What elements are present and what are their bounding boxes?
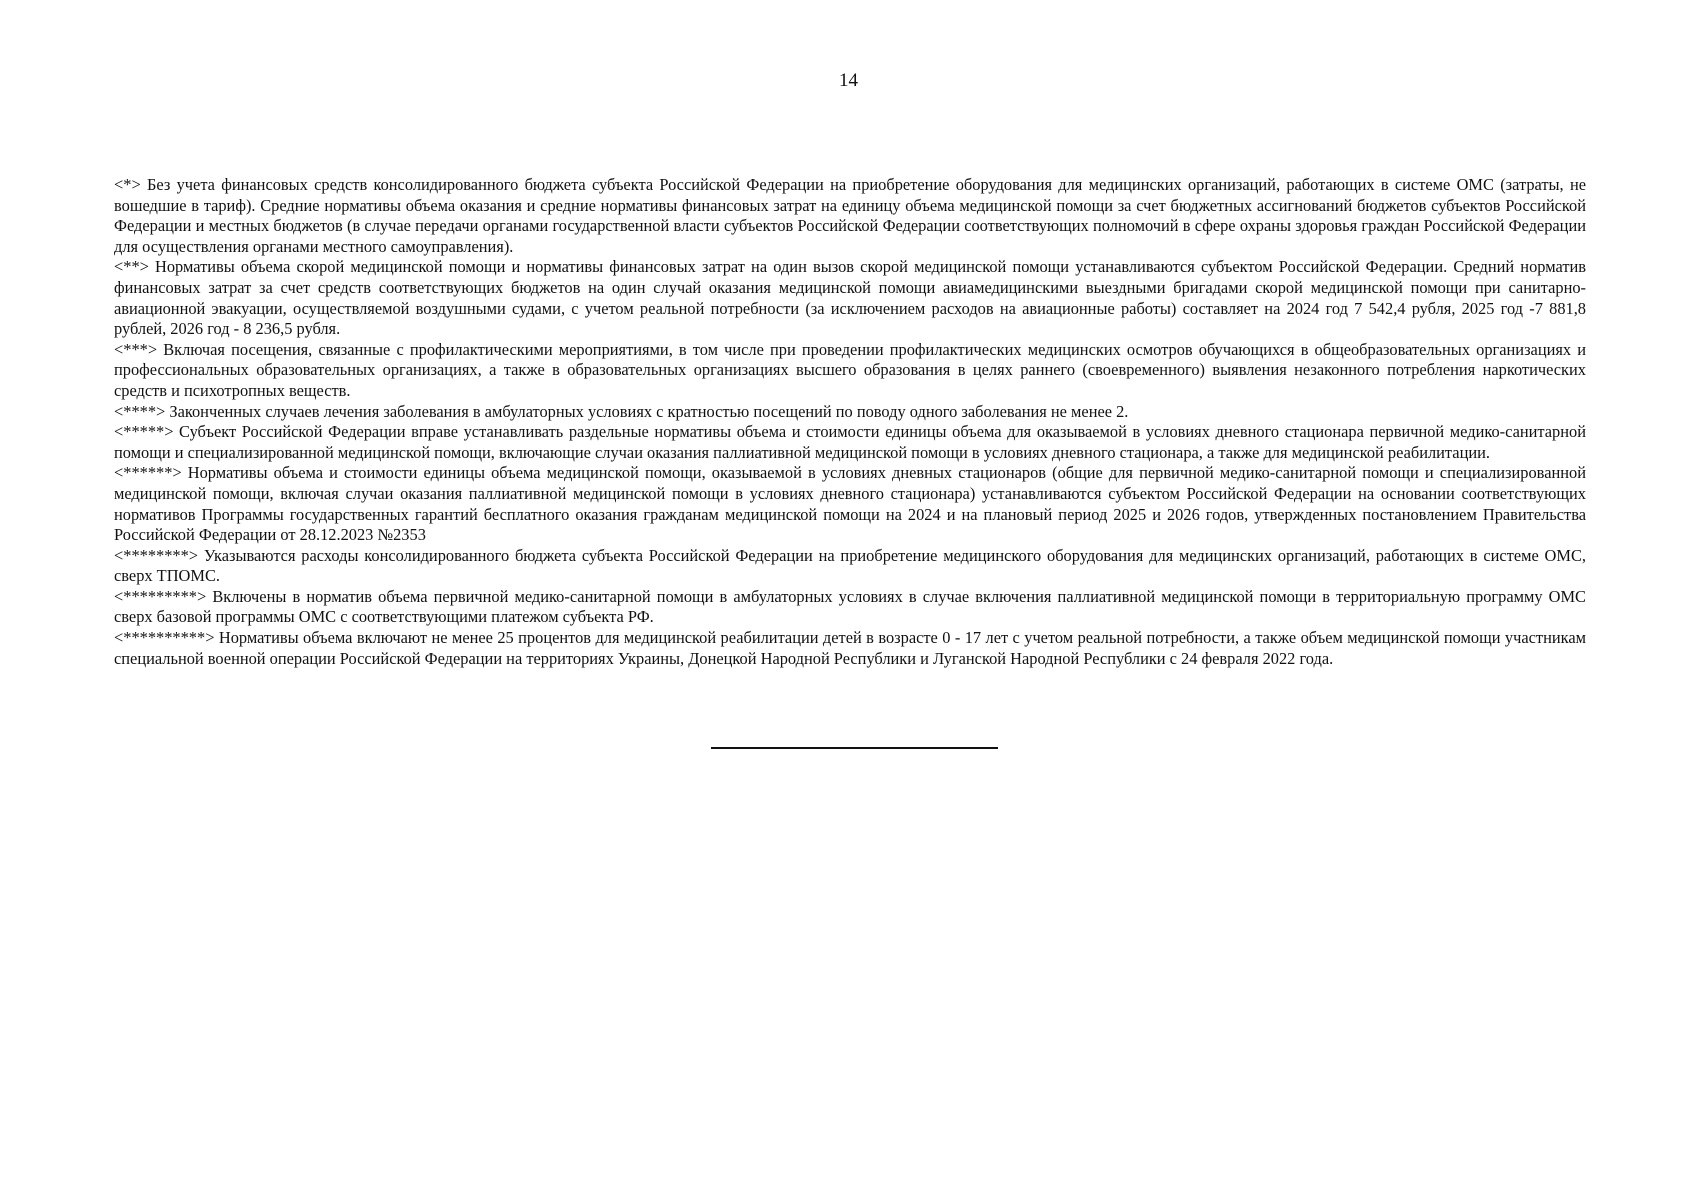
footnotes-section — [114, 175, 1586, 669]
footnote-2: <**> Нормативы объема скорой медицинской помощи и нормативы финансовых затрат на один вызов скорой медицинской помощи устанавливаются субъектом Российской Федерации. Средний норматив финансовых затрат за счет средств соответствующих бюджетов на один случай оказания медицинской помощи авиамедицинскими выездными бригадами скорой медицинской помощи при санитарно-авиационной эвакуации, осуществляемой воздушными судами, с учетом реальной потребности (за исключением расходов на авиационные работы) составляет на 2024 год 7 542,4 рубля, 2025 год -7 881,8 рублей, 2026 год - 8 236,5 рубля. — [114, 257, 1586, 339]
footnote-3: <***> Включая посещения, связанные с профилактическими мероприятиями, в том числе при проведении профилактических медицинских осмотров обучающихся в общеобразовательных организациях и профессиональных образовательных организациях, а также в образовательных организациях высшего образования в целях раннего (своевременного) выявления незаконного потребления наркотических средств и психотропных веществ. — [114, 339, 1586, 400]
footnote-5: <*****> Субъект Российской Федерации вправе устанавливать раздельные нормативы объема и стоимости единицы объема для оказываемой в условиях дневного стационара первичной медико-санитарной помощи и специализированной медицинской помощи, включающие случаи оказания паллиативной медицинской помощи в условиях дневного стационара, а также для медицинской реабилитации. — [114, 422, 1586, 462]
footnote-8: <*********> Включены в норматив объема первичной медико-санитарной помощи в амбулаторных условиях в случае включения паллиативной медицинской помощи в территориальную программу ОМС сверх базовой программы ОМС с соответствующими платежом субъекта РФ. — [114, 586, 1586, 627]
end-divider-line — [711, 747, 998, 749]
page-number: 14 — [839, 70, 858, 91]
footnote-6: <******> Нормативы объема и стоимости единицы объема медицинской помощи, оказываемой в условиях дневных стационаров (общие для первичной медико-санитарной помощи и специализированной медицинской помощи, включая случаи оказания паллиативной медицинской помощи в условиях дневного стационара) устанавливаются субъектом Российской Федерации на основании соответствующих нормативов Программы государственных гарантий бесплатного оказания гражданам медицинской помощи на 2024 и на плановый период 2025 и 2026 годов, утвержденных постановлением Правительства Российской Федерации от 28.12.2023 №2353 — [114, 463, 1586, 545]
footnote-1: <*> Без учета финансовых средств консолидированного бюджета субъекта Российской Федерации на приобретение оборудования для медицинских организаций, работающих в системе ОМС (затраты, не вошедшие в тариф). Средние нормативы объема оказания и средние нормативы финансовых затрат на единицу объема медицинской помощи за счет бюджетных ассигнований бюджетов субъектов Российской Федерации и местных бюджетов (в случае передачи органами государственной власти субъектов Российской Федерации соответствующих полномочий в сфере охраны здоровья граждан Российской Федерации для осуществления органами местного самоуправления). — [114, 175, 1586, 256]
footnote-9: <**********> Нормативы объема включают не менее 25 процентов для медицинской реабилитации детей в возрасте 0 - 17 лет с учетом реальной потребности, а также объем медицинской помощи участникам специальной военной операции Российской Федерации на территориях Украины, Донецкой Народной Республики и Луганской Народной Республики с 24 февраля 2022 года. — [114, 628, 1586, 668]
footnote-4: <****> Законченных случаев лечения заболевания в амбулаторных условиях с кратностью посещений по поводу одного заболевания не менее 2. — [114, 401, 1129, 421]
footnote-7: <********> Указываются расходы консолидированного бюджета субъекта Российской Федерации на приобретение медицинского оборудования для медицинских организаций, работающих в системе ОМС, сверх ТПОМС. — [114, 545, 1586, 586]
